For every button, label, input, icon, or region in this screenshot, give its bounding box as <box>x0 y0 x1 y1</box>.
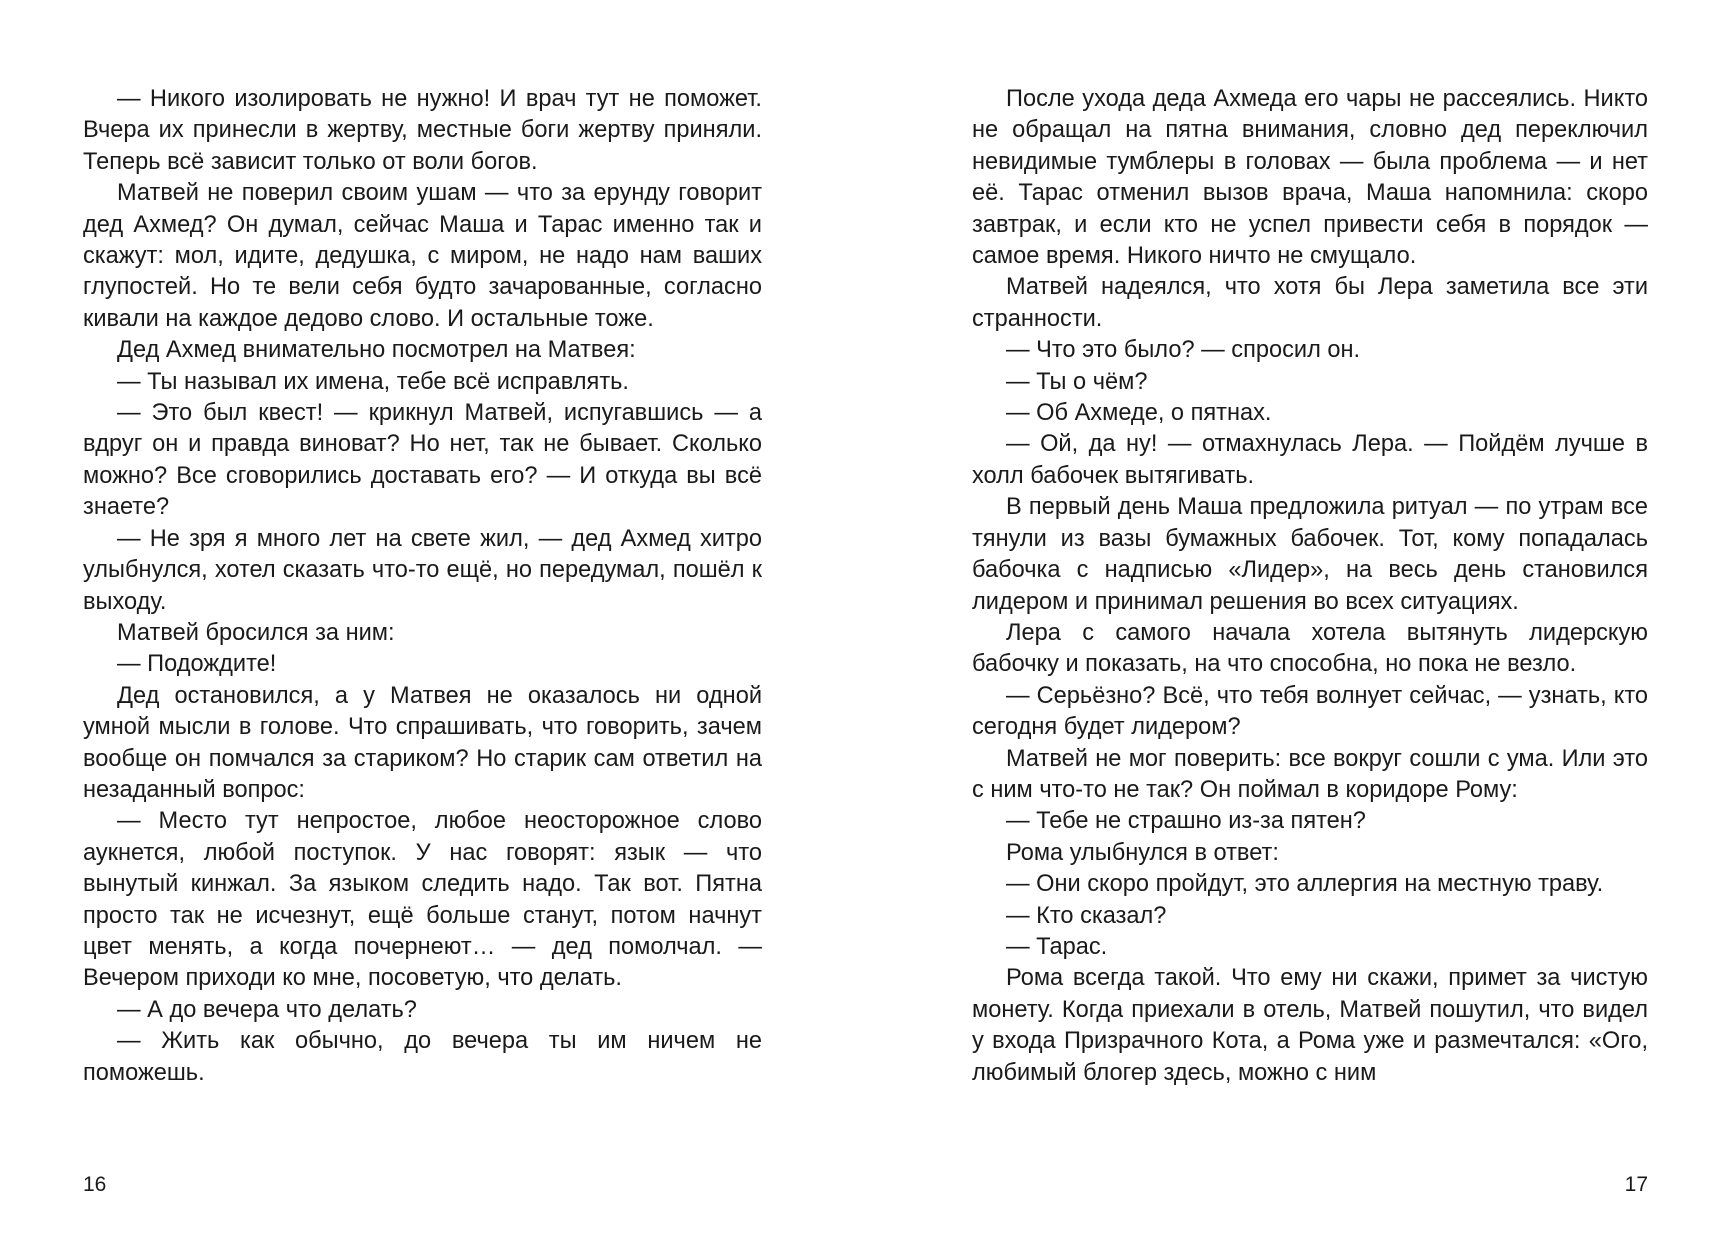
page-number-right: 17 <box>1624 1173 1648 1196</box>
paragraph: — А до вечера что делать? <box>117 996 417 1023</box>
paragraph: Рома всегда такой. Что ему ни скажи, примет за чистую монету. Когда приехали в отель, Матвей пошутил, что видел у входа Призрачного Кота, а Рома уже и размечтался: «Ого, любимый блогер здесь, можно с ним <box>972 965 1648 1086</box>
paragraph: После ухода деда Ахмеда его чары не рассеялись. Никто не обращал на пятна внимания, словно дед переключил невидимые тумблеры в головах — была проблема — и нет её. Тарас отменил вызов врача, Маша напомнила: скоро завтрак, и если кто не успел привести себя в порядок — самое время. Никого ничто не смущало. <box>972 86 1648 270</box>
paragraph: — Об Ахмеде, о пятнах. <box>1006 400 1272 427</box>
paragraph: — Кто сказал? <box>1006 902 1167 929</box>
paragraph: Матвей не поверил своим ушам — что за ерунду говорит дед Ахмед? Он думал, сейчас Маша и Тарас именно так и скажут: мол, идите, дедушка, с миром, не надо нам ваших глупостей. Но те вели себя будто зачарованные, согласно кивали на каждое дедово слово. И остальные тоже. <box>83 180 762 332</box>
paragraph: — Они скоро пройдут, это аллергия на местную траву. <box>1006 871 1604 898</box>
paragraph: — Серьёзно? Всё, что тебя волнует сейчас, — узнать, кто сегодня будет лидером? <box>972 682 1648 741</box>
paragraph: — Что это было? — спросил он. <box>1006 337 1361 364</box>
right-page <box>857 0 1713 1241</box>
paragraph: В первый день Маша предложила ритуал — по утрам все тянули из вазы бумажных бабочек. Тот, кому попадалась бабочка с надписью «Лидер», на весь день становился лидером и принимал решения во всех ситуациях. <box>972 494 1648 615</box>
paragraph: Дед остановился, а у Матвея не оказалось ни одной умной мысли в голове. Что спрашивать, что говорить, зачем вообще он помчался за стариком? Но старик сам ответил на незаданный вопрос: <box>83 682 762 803</box>
paragraph: Дед Ахмед внимательно посмотрел на Матвея: <box>117 337 636 364</box>
paragraph: — Ой, да ну! — отмахнулась Лера. — Пойдём лучше в холл бабочек вытягивать. <box>972 431 1648 489</box>
page-number-left: 16 <box>83 1173 107 1196</box>
paragraph: Матвей бросился за ним: <box>117 619 395 646</box>
left-page <box>0 0 856 1241</box>
paragraph: — Жить как обычно, до вечера ты им ничем не поможешь. <box>83 1028 762 1086</box>
paragraph: — Место тут непростое, любое неосторожное слово аукнется, любой поступок. У нас говорят: язык — что вынутый кинжал. За языком следить надо. Так вот. Пятна просто так не исчезнут, ещё больше станут, потом начнут цвет менять, а когда почернеют… — дед помолчал. — Вечером приходи ко мне, посоветую, что делать. <box>83 808 762 992</box>
paragraph: Матвей не мог поверить: все вокруг сошли с ума. Или это с ним что-то не так? Он поймал в коридоре Рому: <box>972 745 1648 803</box>
paragraph: — Это был квест! — крикнул Матвей, испугавшись — а вдруг он и правда виноват? Но нет, так не бывает. Сколько можно? Все сговорились доставать его? — И откуда вы всё знаете? <box>83 400 762 521</box>
paragraph: — Ты о чём? <box>1006 368 1148 395</box>
paragraph: Рома улыбнулся в ответ: <box>1006 839 1279 866</box>
paragraph: Лера с самого начала хотела вытянуть лидерскую бабочку и показать, на что способна, но пока не везло. <box>972 619 1648 678</box>
left-page-text <box>83 84 762 1089</box>
paragraph: Матвей надеялся, что хотя бы Лера заметила все эти странности. <box>972 274 1648 332</box>
paragraph: — Тарас. <box>1006 933 1108 960</box>
paragraph: — Ты называл их имена, тебе всё исправлять. <box>117 368 629 395</box>
paragraph: — Не зря я много лет на свете жил, — дед Ахмед хитро улыбнулся, хотел сказать что-то ещё, но передумал, пошёл к выходу. <box>83 525 762 615</box>
right-page-text <box>972 84 1648 1089</box>
paragraph: — Тебе не страшно из-за пятен? <box>1006 808 1366 835</box>
paragraph: — Подождите! <box>117 651 277 678</box>
paragraph: — Никого изолировать не нужно! И врач тут не поможет. Вчера их принесли в жертву, местные боги жертву приняли. Теперь всё зависит только от воли богов. <box>83 86 762 175</box>
